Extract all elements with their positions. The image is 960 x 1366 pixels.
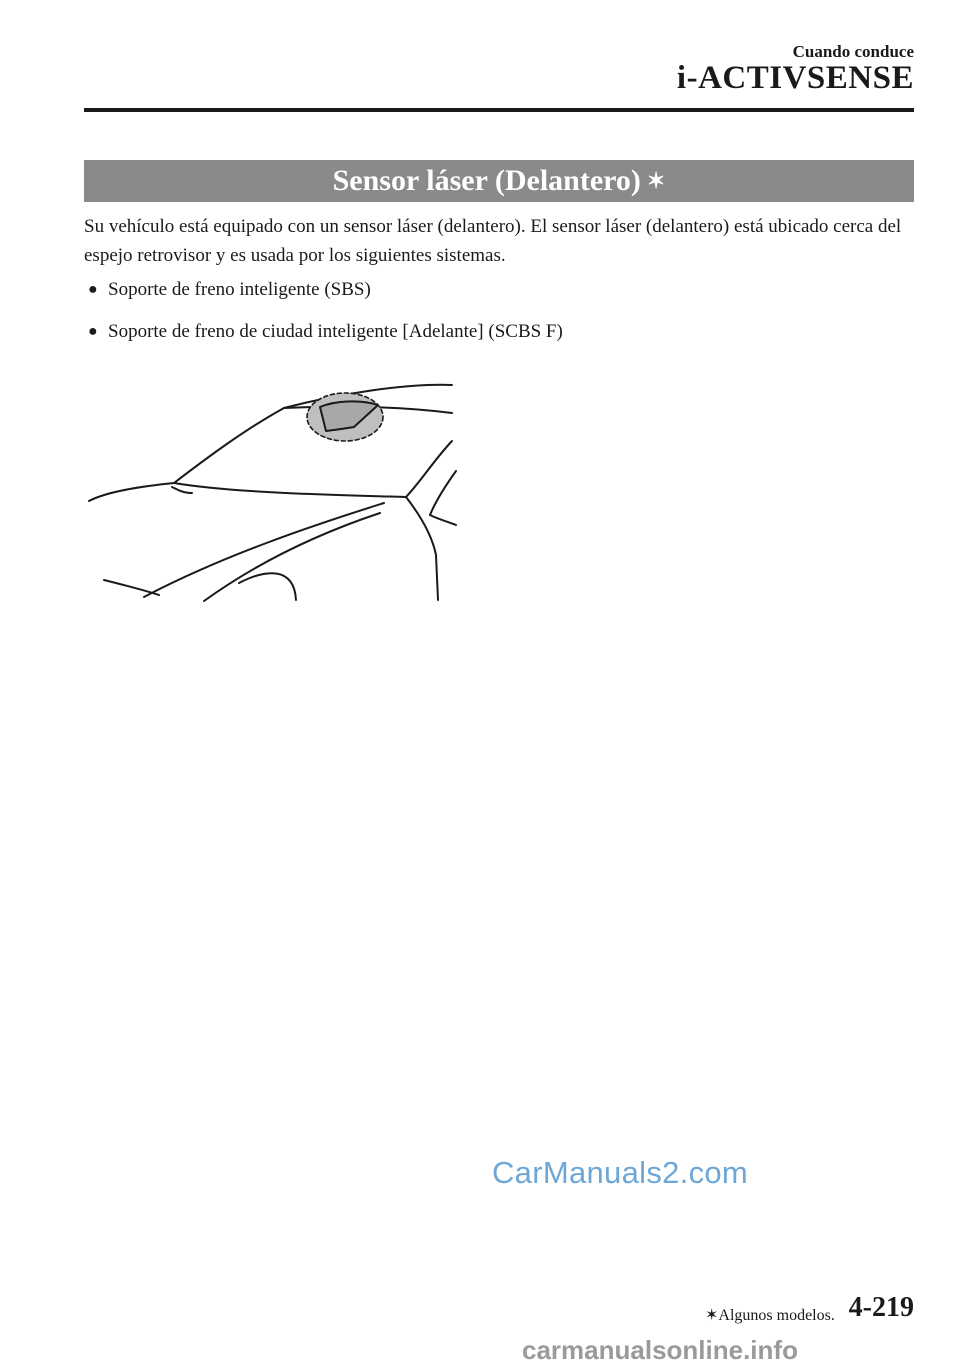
list-item <box>88 317 563 346</box>
banner-title: Sensor láser (Delantero) <box>332 164 641 197</box>
page-number: 4-219 <box>848 1292 914 1323</box>
chapter-title: i-ACTIVSENSE <box>676 60 914 96</box>
intro-paragraph: Su vehículo está equipado con un sensor láser (delantero). El sensor láser (delantero) está ubicado cerca del espejo retrovisor y es usada por los siguientes sistemas. <box>84 216 902 266</box>
bullet-icon: ● <box>88 323 98 340</box>
star-icon: ✶ <box>646 168 666 193</box>
bullet-icon: ● <box>88 281 98 298</box>
list-item <box>88 275 563 304</box>
footer-site-text: carmanualsonline.info <box>522 1335 798 1365</box>
footnote <box>705 1305 835 1325</box>
footnote-text: Algunos modelos. <box>718 1307 835 1324</box>
list-item-text: Soporte de freno inteligente (SBS) <box>108 279 371 300</box>
section-banner <box>84 160 914 202</box>
star-icon: ✶ <box>705 1307 719 1324</box>
list-item-text: Soporte de freno de ciudad inteligente [Adelante] (SCBS F) <box>108 321 563 342</box>
systems-list <box>88 275 563 359</box>
windshield-sensor-illustration <box>84 375 464 610</box>
section-label: Cuando conduce <box>792 42 914 61</box>
header-divider <box>84 108 914 112</box>
watermark-text: CarManuals2.com <box>492 1155 749 1190</box>
